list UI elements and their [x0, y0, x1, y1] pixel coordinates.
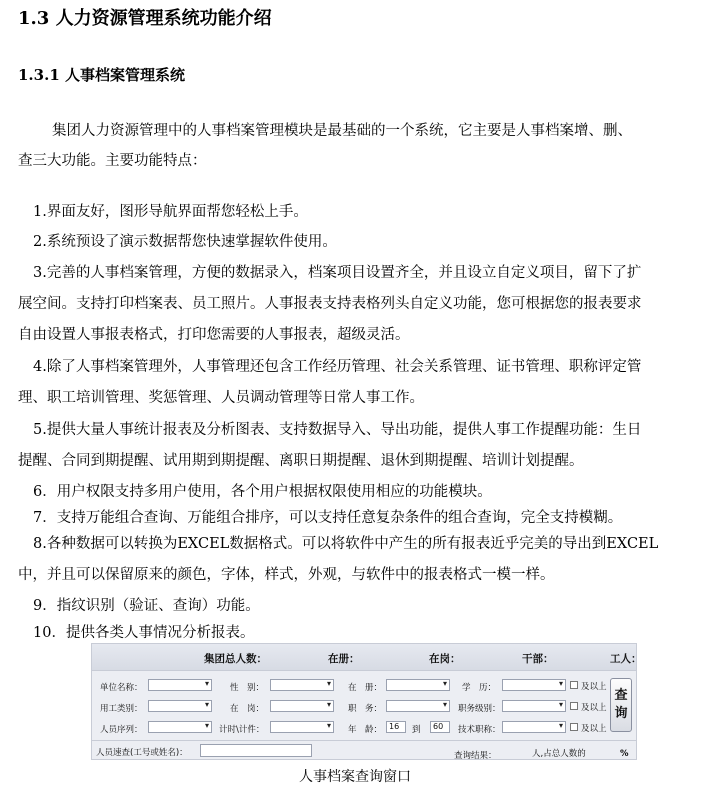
stats-banner [92, 644, 642, 671]
feature-item: 9．指纹识别（验证、查询）功能。 [33, 598, 260, 614]
feature-item: 提醒、合同到期提醒、试用期到期提醒、离职日期提醒、退休到期提醒、培训计划提醒。 [18, 453, 584, 469]
title-select[interactable] [502, 721, 566, 733]
age-label: 年 龄： [348, 725, 383, 735]
gender-label: 性 别： [230, 683, 265, 693]
on-roll-label: 在 册： [348, 683, 383, 693]
feature-item: 8.各种数据可以转换为EXCEL数据格式。可以将软件中产生的所有报表近乎完美的导出到EXCEL [33, 536, 659, 552]
feature-item: 5.提供大量人事统计报表及分析图表、支持数据导入、导出功能，提供人事工作提醒功能：生日 [33, 422, 642, 438]
position-select[interactable] [386, 700, 450, 712]
piece-label: 计时\计件： [219, 725, 265, 735]
seq-select[interactable] [148, 721, 212, 733]
title-above-label: 及以上 [581, 724, 607, 734]
age-to-input[interactable]: 60 [430, 721, 450, 733]
on-roll-select[interactable] [386, 679, 450, 691]
cadre-count-label: 干部： [522, 653, 554, 665]
rank-above-checkbox[interactable] [570, 702, 578, 710]
feature-item: 4.除了人事档案管理外，人事管理还包含工作经历管理、社会关系管理、证书管理、职称评定管 [33, 359, 642, 375]
title-above-checkbox[interactable] [570, 723, 578, 731]
ratio-label: 人,占总人数的 [532, 749, 586, 759]
emp-type-label: 用工类别： [100, 704, 143, 714]
feature-item: 1.界面友好，图形导航界面帮您轻松上手。 [33, 204, 308, 220]
education-above-label: 及以上 [581, 682, 607, 692]
feature-item: 中，并且可以保留原来的颜色，字体，样式，外观，与软件中的报表格式一模一样。 [18, 567, 555, 583]
figure-caption: 人事档案查询窗口 [299, 769, 411, 785]
seq-label: 人员序列： [100, 725, 143, 735]
feature-item: 理、职工培训管理、奖惩管理、人员调动管理等日常人事工作。 [18, 390, 424, 406]
query-window-screenshot [91, 643, 642, 761]
rank-select[interactable] [502, 700, 566, 712]
education-above-checkbox[interactable] [570, 681, 578, 689]
feature-item: 3.完善的人事档案管理，方便的数据录入，档案项目设置齐全，并且设立自定义项目，留下了扩 [33, 265, 642, 281]
quick-search-label: 人员速查(工号或姓名)： [96, 748, 188, 758]
education-select[interactable] [502, 679, 566, 691]
paragraph-line: 查三大功能。主要功能特点： [18, 153, 207, 169]
on-roll-count-label: 在册： [328, 653, 360, 665]
worker-count-label: 工人： [610, 653, 642, 665]
feature-item: 10．提供各类人事情况分析报表。 [33, 625, 255, 641]
rank-above-label: 及以上 [581, 703, 607, 713]
feature-item: 2.系统预设了演示数据帮您快速掌握软件使用。 [33, 234, 337, 250]
emp-type-select[interactable] [148, 700, 212, 712]
on-post-select[interactable] [270, 700, 334, 712]
age-from-input[interactable]: 16 [386, 721, 406, 733]
feature-item: 自由设置人事报表格式，打印您需要的人事报表，超级灵活。 [18, 327, 410, 343]
rank-label: 职务级别： [458, 704, 501, 714]
percent-label: % [620, 749, 629, 759]
result-label: 查询结果： [454, 751, 497, 761]
position-label: 职 务： [348, 704, 383, 714]
education-label: 学 历： [462, 683, 497, 693]
subsection-heading: 1.3.1 人事档案管理系统 [18, 66, 185, 84]
unit-label: 单位名称： [100, 683, 143, 693]
on-post-label: 在 岗： [230, 704, 265, 714]
unit-select[interactable] [148, 679, 212, 691]
section-heading: 1.3 人力资源管理系统功能介绍 [18, 8, 272, 29]
panel-divider [92, 740, 636, 741]
feature-item: 6．用户权限支持多用户使用，各个用户根据权限使用相应的功能模块。 [33, 484, 492, 500]
quick-search-input[interactable] [200, 744, 312, 757]
paragraph-line: 集团人力资源管理中的人事档案管理模块是最基础的一个系统，它主要是人事档案增、删、 [52, 123, 632, 139]
total-count-label: 集团总人数： [204, 653, 267, 665]
feature-item: 展空间。支持打印档案表、员工照片。人事报表支持表格列头自定义功能，您可根据您的报表要求 [18, 296, 642, 312]
on-post-count-label: 在岗： [429, 653, 461, 665]
gender-select[interactable] [270, 679, 334, 691]
query-button[interactable]: 查询 [610, 678, 632, 732]
piece-select[interactable] [270, 721, 334, 733]
feature-item: 7．支持万能组合查询、万能组合排序，可以支持任意复杂条件的组合查询，完全支持模糊。 [33, 510, 623, 526]
age-to-label: 到 [412, 725, 421, 735]
title-label: 技术职称： [458, 725, 501, 735]
